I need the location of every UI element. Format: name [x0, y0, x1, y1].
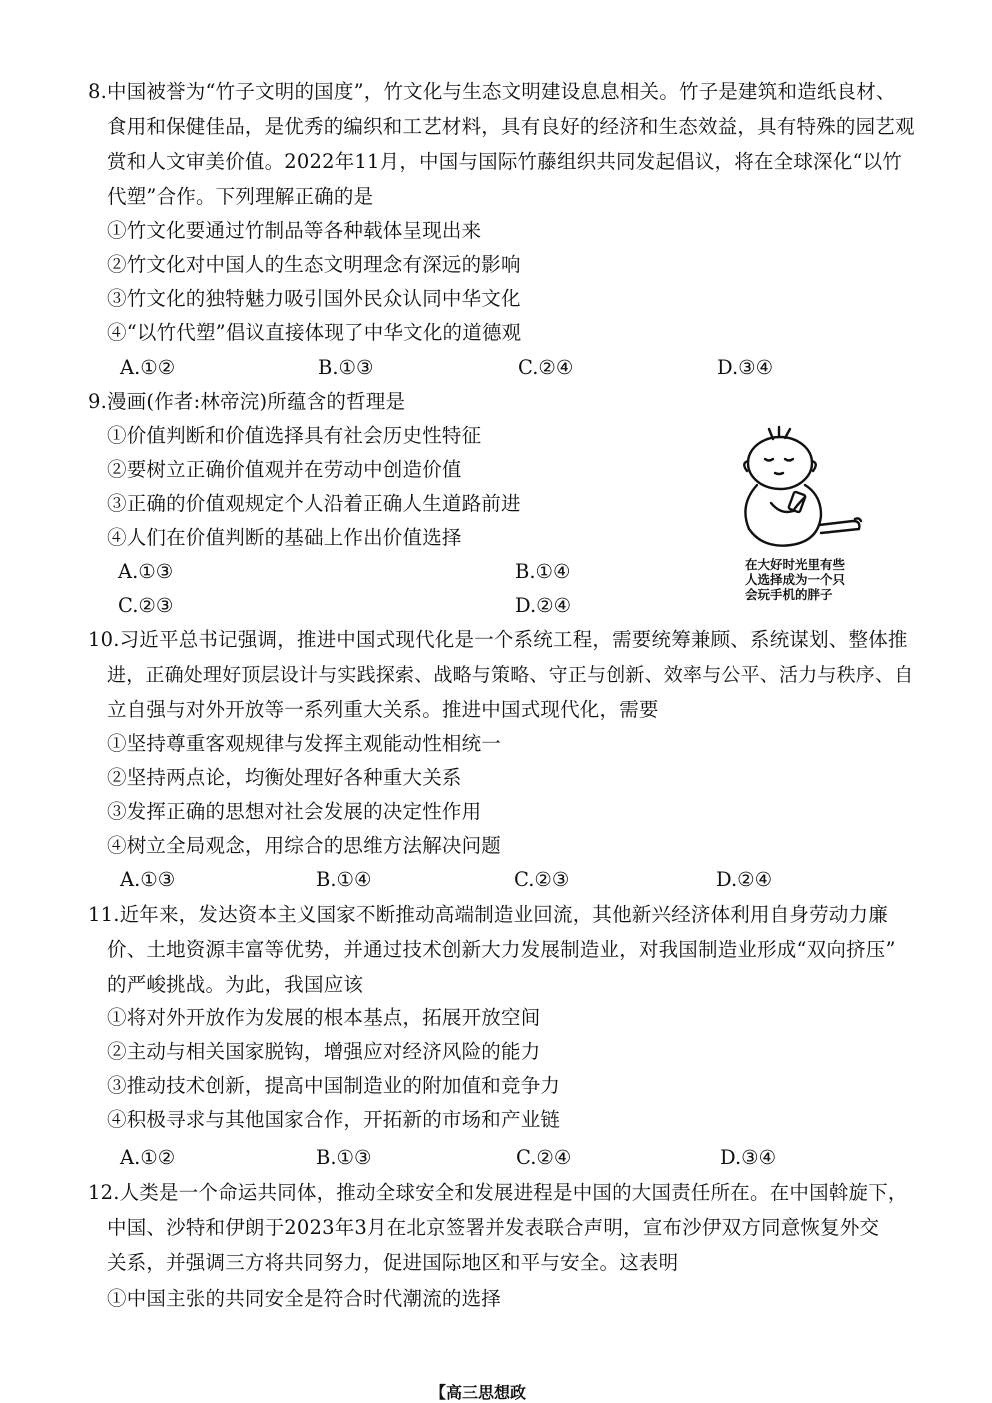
- q10-item-1: ①坚持尊重客观规律与发挥主观能动性相统一: [107, 732, 502, 755]
- q11-item-4: ④积极寻求与其他国家合作，开拓新的市场和产业链: [107, 1108, 561, 1131]
- q8-item-2: ②竹文化对中国人的生态文明理念有深远的影响: [107, 253, 521, 276]
- q11-stem-line-1: 11.近年来，发达资本主义国家不断推动高端制造业回流，其他新兴经济体利用自身劳动力廉: [88, 903, 888, 926]
- q8-stem-line-4: 代塑”合作。下列理解正确的是: [107, 185, 374, 208]
- fat-person-with-phone-drawing: [735, 425, 885, 555]
- q8-option-c[interactable]: C.②④: [518, 356, 574, 379]
- q8-option-a[interactable]: A.①②: [120, 356, 176, 379]
- q8-option-b[interactable]: B.①③: [318, 356, 374, 379]
- q8-stem-line-2: 食用和保健佳品，是优秀的编织和工艺材料，具有良好的经济和生态效益，具有特殊的园艺观: [107, 115, 915, 138]
- q8-stem-line-1: 8.中国被誉为“竹子文明的国度”，竹文化与生态文明建设息息相关。竹子是建筑和造纸良材、: [88, 80, 896, 103]
- q10-stem-line-3: 立自强与对外开放等一系列重大关系。推进中国式现代化，需要: [107, 698, 659, 721]
- q8-stem-line-3: 赏和人文审美价值。2022年11月，中国与国际竹藤组织共同发起倡议，将在全球深化“以竹: [107, 150, 903, 173]
- q10-option-b[interactable]: B.①④: [316, 868, 372, 891]
- q12-stem-line-3: 关系，并强调三方将共同努力，促进国际地区和平与安全。这表明: [107, 1251, 679, 1274]
- q11-option-d[interactable]: D.③④: [720, 1146, 777, 1169]
- q9-item-3: ③正确的价值观规定个人沿着正确人生道路前进: [107, 492, 521, 515]
- q8-options: [0, 356, 992, 380]
- q10-item-2: ②坚持两点论，均衡处理好各种重大关系: [107, 766, 462, 789]
- q11-item-3: ③推动技术创新，提高中国制造业的附加值和竞争力: [107, 1074, 561, 1097]
- q10-item-4: ④树立全局观念，用综合的思维方法解决问题: [107, 834, 502, 857]
- q12-stem-line-1: 12.人类是一个命运共同体，推动全球安全和发展进程是中国的大国责任所在。在中国斡旋下，: [88, 1181, 908, 1204]
- q11-item-2: ②主动与相关国家脱钩，增强应对经济风险的能力: [107, 1040, 541, 1063]
- q10-option-a[interactable]: A.①③: [120, 868, 176, 891]
- q10-stem-line-2: 进，正确处理好顶层设计与实践探索、战略与策略、守正与创新、效率与公平、活力与秩序、自: [107, 664, 914, 686]
- q9-option-d[interactable]: D.②④: [515, 594, 572, 617]
- q11-stem-line-3: 的严峻挑战。为此，我国应该: [107, 973, 364, 996]
- cartoon-caption-line-3: 会玩手机的胖子: [745, 587, 833, 602]
- cartoon-caption: [745, 557, 885, 602]
- q9-item-2: ②要树立正确价值观并在劳动中创造价值: [107, 458, 462, 481]
- q9-option-a[interactable]: A.①③: [118, 560, 174, 583]
- q10-option-c[interactable]: C.②③: [514, 868, 570, 891]
- q9-item-1: ①价值判断和价值选择具有社会历史性特征: [107, 424, 482, 447]
- q9-item-4: ④人们在价值判断的基础上作出价值选择: [107, 526, 462, 549]
- q8-item-3: ③竹文化的独特魅力吸引国外民众认同中华文化: [107, 287, 521, 310]
- q10-option-d[interactable]: D.②④: [716, 868, 773, 891]
- q10-item-3: ③发挥正确的思想对社会发展的决定性作用: [107, 800, 482, 823]
- q9-stem: 9.漫画(作者:林帝浣)所蕴含的哲理是: [88, 390, 406, 413]
- page-footer: 【高三思想政: [430, 1383, 527, 1402]
- q11-option-b[interactable]: B.①③: [316, 1146, 372, 1169]
- q8-item-1: ①竹文化要通过竹制品等各种载体呈现出来: [107, 219, 482, 242]
- cartoon-caption-line-1: 在大好时光里有些: [745, 557, 846, 572]
- q12-item-1: ①中国主张的共同安全是符合时代潮流的选择: [107, 1287, 502, 1310]
- q10-options: [0, 868, 992, 892]
- q11-option-a[interactable]: A.①②: [120, 1146, 176, 1169]
- q10-stem-line-1: 10.习近平总书记强调，推进中国式现代化是一个系统工程，需要统筹兼顾、系统谋划、整体推: [88, 628, 908, 651]
- q9-option-b[interactable]: B.①④: [515, 560, 571, 583]
- q8-option-d[interactable]: D.③④: [717, 356, 774, 379]
- q11-option-c[interactable]: C.②④: [516, 1146, 572, 1169]
- q11-options: [0, 1146, 992, 1170]
- q9-option-c[interactable]: C.②③: [118, 594, 174, 617]
- q11-item-1: ①将对外开放作为发展的根本基点，拓展开放空间: [107, 1006, 541, 1029]
- q12-stem-line-2: 中国、沙特和伊朗于2023年3月在北京签署并发表联合声明，宣布沙伊双方同意恢复外交: [107, 1216, 880, 1239]
- cartoon-figure: [735, 425, 885, 610]
- q11-stem-line-2: 价、土地资源丰富等优势，并通过技术创新大力发展制造业，对我国制造业形成“双向挤压”: [107, 938, 896, 961]
- cartoon-caption-line-2: 人选择成为一个只: [745, 572, 846, 587]
- q8-item-4: ④“以竹代塑”倡议直接体现了中华文化的道德观: [107, 321, 522, 344]
